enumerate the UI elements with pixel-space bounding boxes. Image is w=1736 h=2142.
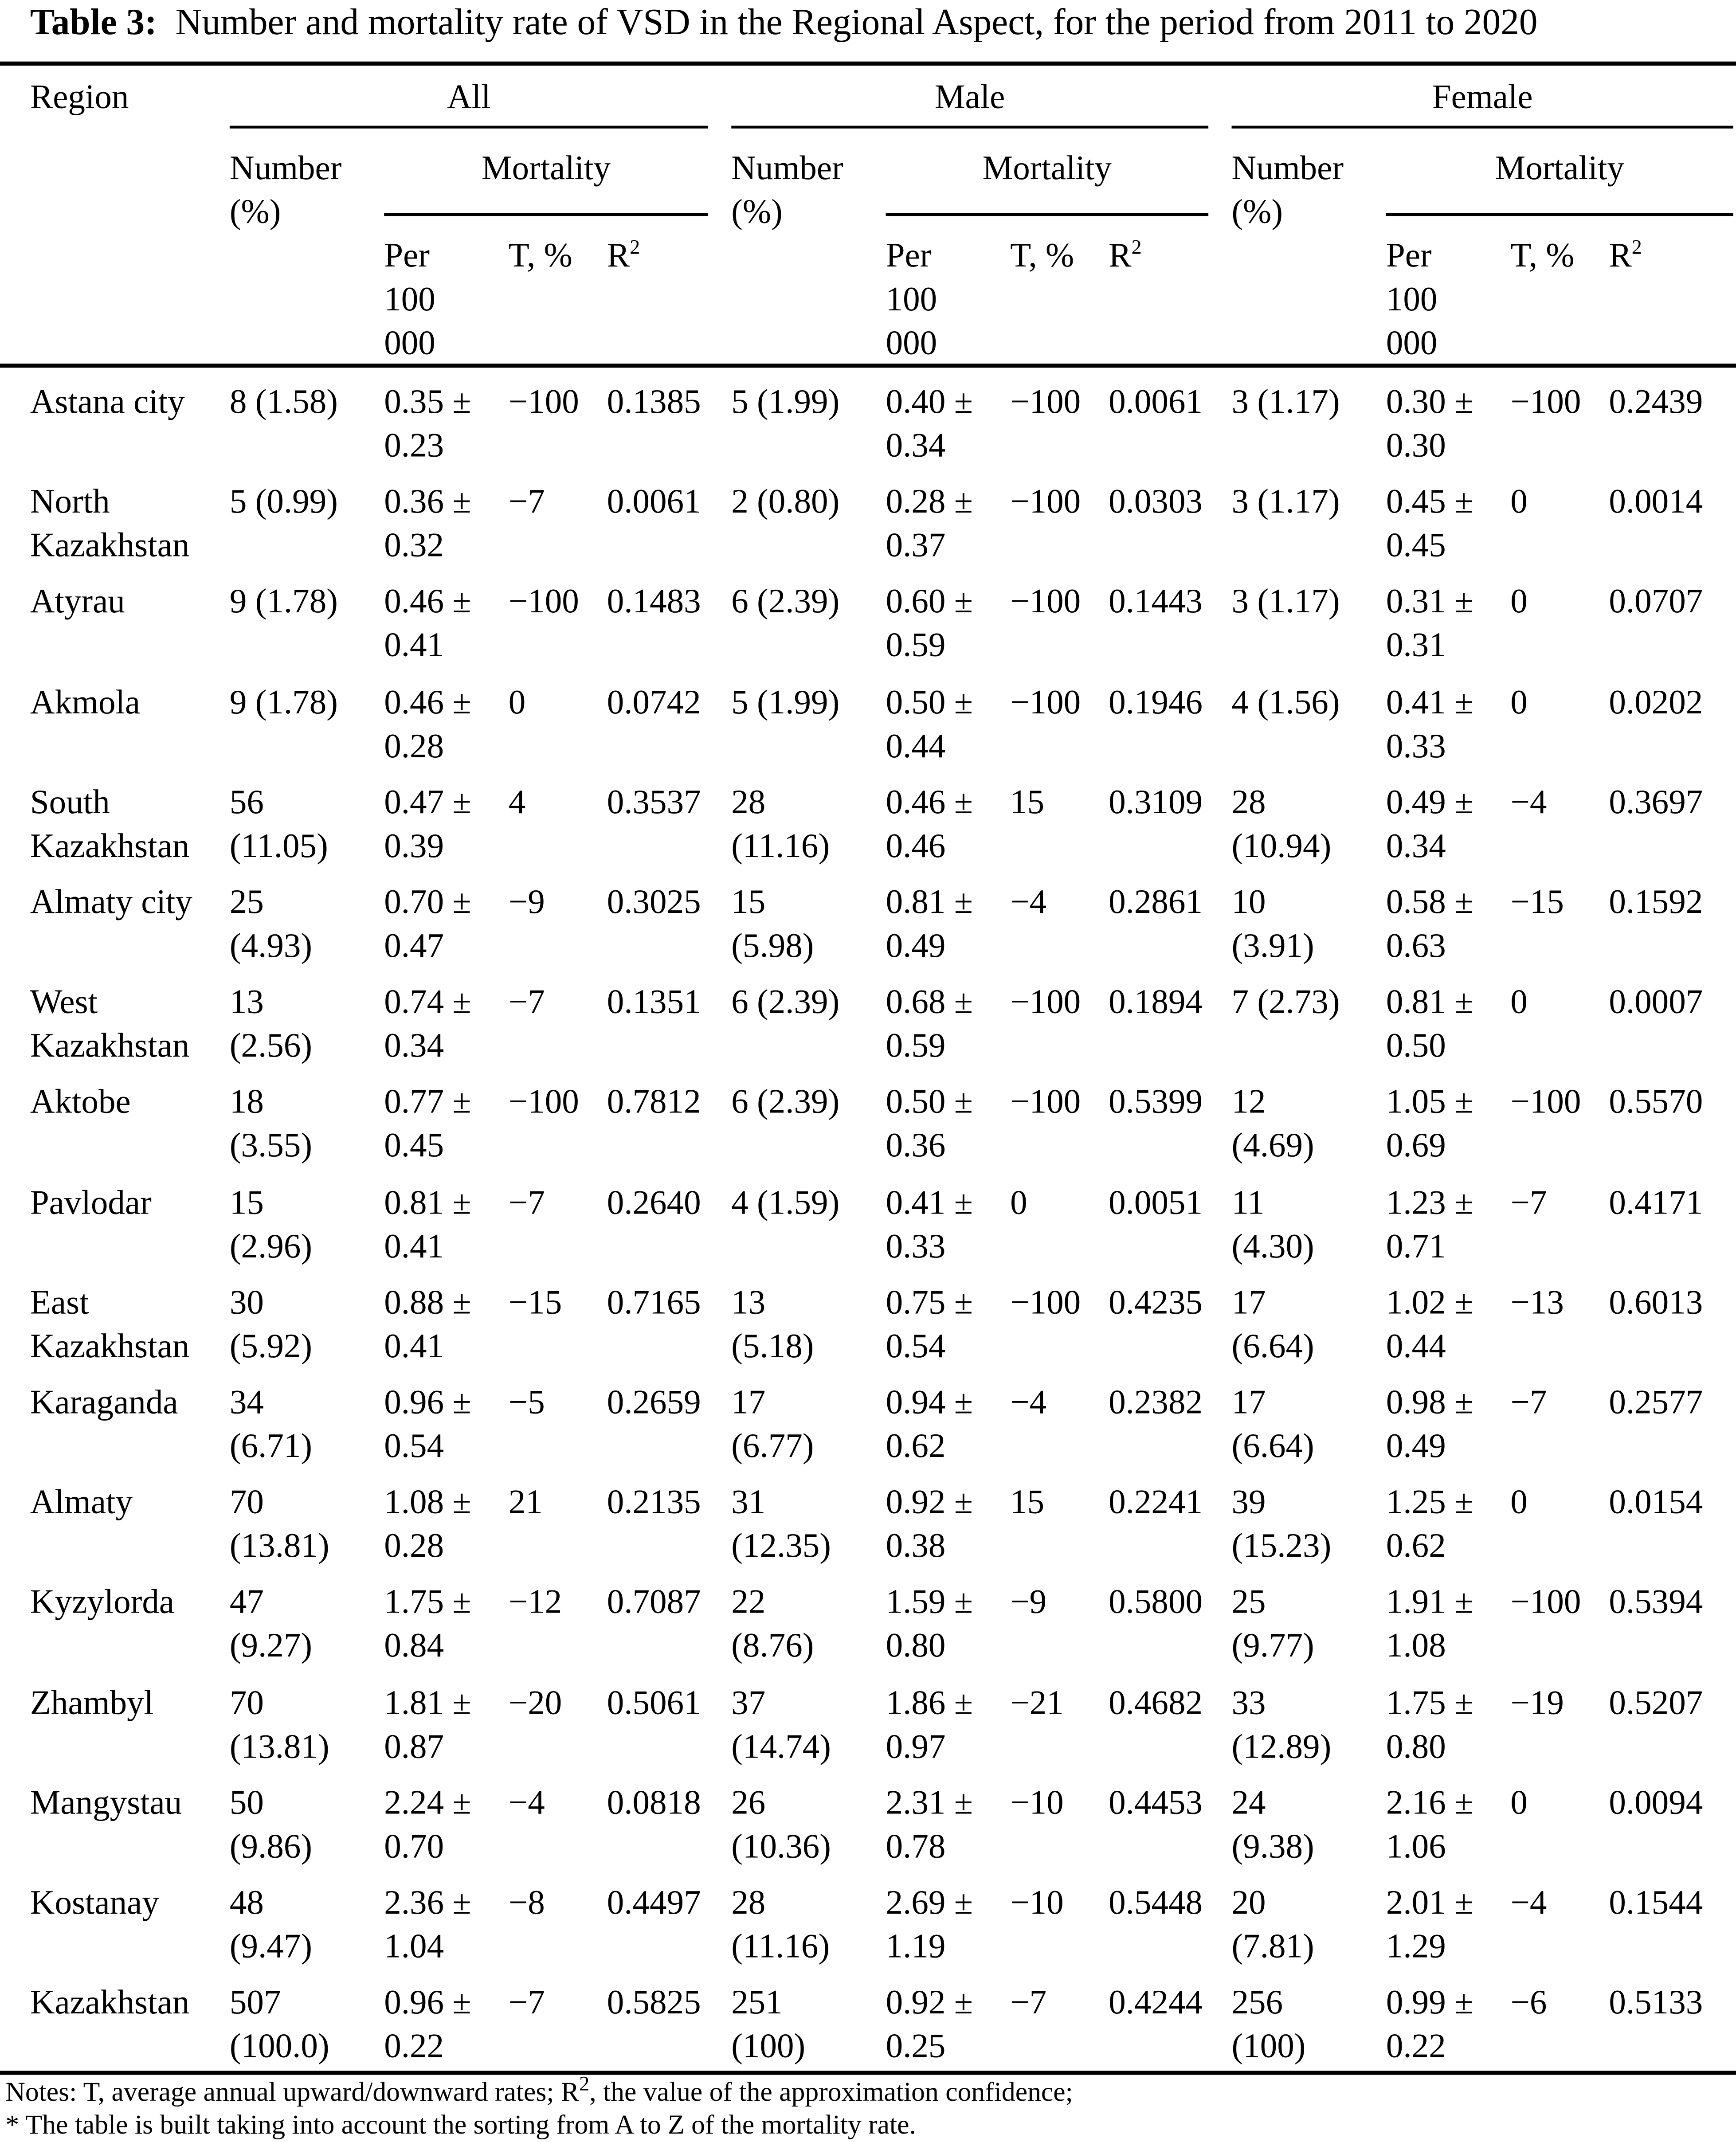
cell-female-r2: 0.5394 bbox=[1609, 1585, 1703, 1622]
table-row bbox=[0, 982, 1736, 1077]
cell-female-number: 17 (6.64) bbox=[1231, 1284, 1314, 1365]
cell-male-t-percent: −100 bbox=[1010, 384, 1081, 421]
cell-female-t-percent: 0 bbox=[1510, 1484, 1528, 1522]
cell-all-r2: 0.2640 bbox=[607, 1184, 701, 1222]
cell-all-t-percent: −12 bbox=[508, 1585, 562, 1622]
cell-all-r2: 0.0742 bbox=[607, 684, 701, 721]
header-mortality-female: Mortality bbox=[1495, 150, 1624, 188]
header-number-all: Number (%) bbox=[229, 150, 342, 231]
cell-all-r2: 0.5061 bbox=[607, 1684, 701, 1722]
cell-region: Astana city bbox=[30, 384, 185, 421]
cell-female-t-percent: 0 bbox=[1510, 684, 1528, 721]
cell-region: Kostanay bbox=[30, 1885, 159, 1922]
table-row bbox=[0, 782, 1736, 877]
cell-female-number: 17 (6.64) bbox=[1231, 1384, 1314, 1465]
table-caption bbox=[30, 0, 1538, 44]
cell-male-mortality-per-100000: 2.69 ± 1.19 bbox=[886, 1885, 973, 1966]
cell-female-r2: 0.0014 bbox=[1609, 484, 1703, 521]
cell-female-r2: 0.0094 bbox=[1609, 1785, 1703, 1822]
cell-region: Kazakhstan bbox=[30, 1985, 190, 2022]
cell-all-r2: 0.3025 bbox=[607, 884, 701, 921]
cell-all-mortality-per-100000: 0.77 ± 0.45 bbox=[384, 1084, 471, 1165]
caption-title: Number and mortality rate of VSD in the Regional Aspect, for the period from 2011 to 2020 bbox=[175, 1, 1538, 43]
cell-all-t-percent: 21 bbox=[508, 1484, 543, 1522]
cell-male-t-percent: −10 bbox=[1010, 1885, 1064, 1922]
cell-male-r2: 0.1443 bbox=[1109, 584, 1203, 621]
cell-male-mortality-per-100000: 0.92 ± 0.38 bbox=[886, 1484, 973, 1566]
cell-male-t-percent: −100 bbox=[1010, 484, 1081, 521]
cell-all-number: 9 (1.78) bbox=[229, 584, 338, 621]
cell-female-mortality-per-100000: 0.31 ± 0.31 bbox=[1386, 584, 1473, 665]
cell-all-mortality-per-100000: 0.81 ± 0.41 bbox=[384, 1184, 471, 1265]
cell-female-mortality-per-100000: 0.81 ± 0.50 bbox=[1386, 984, 1473, 1065]
cell-all-number: 70 (13.81) bbox=[229, 1684, 329, 1766]
cell-all-mortality-per-100000: 2.24 ± 0.70 bbox=[384, 1785, 471, 1866]
cell-male-number: 37 (14.74) bbox=[731, 1684, 831, 1766]
cell-male-t-percent: −100 bbox=[1010, 584, 1081, 621]
cell-male-t-percent: −7 bbox=[1010, 1985, 1047, 2022]
cell-male-number: 6 (2.39) bbox=[731, 1084, 840, 1122]
bottom-rule bbox=[0, 2071, 1736, 2075]
top-rule bbox=[0, 62, 1736, 66]
cell-female-r2: 0.0707 bbox=[1609, 584, 1703, 621]
cell-region: Almaty city bbox=[30, 884, 192, 921]
table-row bbox=[0, 1682, 1736, 1778]
cell-female-number: 3 (1.17) bbox=[1231, 384, 1340, 421]
cell-male-r2: 0.1894 bbox=[1109, 984, 1203, 1022]
cell-male-number: 28 (11.16) bbox=[731, 784, 830, 865]
cell-male-number: 31 (12.35) bbox=[731, 1484, 831, 1566]
cell-all-number: 30 (5.92) bbox=[229, 1284, 313, 1365]
cell-male-mortality-per-100000: 0.94 ± 0.62 bbox=[886, 1384, 973, 1465]
cell-male-mortality-per-100000: 0.46 ± 0.46 bbox=[886, 784, 973, 865]
cell-female-r2: 0.5207 bbox=[1609, 1684, 1703, 1722]
cell-female-t-percent: 0 bbox=[1510, 1785, 1528, 1822]
cell-female-mortality-per-100000: 0.99 ± 0.22 bbox=[1386, 1985, 1473, 2066]
cell-male-r2: 0.1946 bbox=[1109, 684, 1203, 721]
cell-male-t-percent: −100 bbox=[1010, 684, 1081, 721]
cell-all-number: 34 (6.71) bbox=[229, 1384, 313, 1465]
cell-female-mortality-per-100000: 1.05 ± 0.69 bbox=[1386, 1084, 1473, 1165]
cell-female-mortality-per-100000: 1.23 ± 0.71 bbox=[1386, 1184, 1473, 1265]
cell-all-number: 25 (4.93) bbox=[229, 884, 313, 965]
cell-female-r2: 0.6013 bbox=[1609, 1284, 1703, 1322]
header-group-male: Male bbox=[934, 79, 1005, 117]
cell-all-t-percent: −9 bbox=[508, 884, 545, 921]
header-number-male: Number (%) bbox=[731, 150, 843, 231]
cell-all-r2: 0.4497 bbox=[607, 1885, 701, 1922]
cell-all-t-percent: −7 bbox=[508, 1985, 545, 2022]
cell-all-r2: 0.2659 bbox=[607, 1384, 701, 1422]
cell-female-t-percent: −7 bbox=[1510, 1184, 1547, 1222]
cell-male-r2: 0.0303 bbox=[1109, 484, 1203, 521]
cell-male-mortality-per-100000: 0.50 ± 0.36 bbox=[886, 1084, 973, 1165]
cell-female-mortality-per-100000: 0.45 ± 0.45 bbox=[1386, 484, 1473, 565]
cell-female-number: 28 (10.94) bbox=[1231, 784, 1332, 865]
cell-region: South Kazakhstan bbox=[30, 784, 190, 865]
header-per-100000-female: Per 100 000 bbox=[1386, 238, 1438, 362]
cell-female-t-percent: −4 bbox=[1510, 1885, 1547, 1922]
cell-male-number: 5 (1.99) bbox=[731, 384, 840, 421]
cell-male-mortality-per-100000: 0.75 ± 0.54 bbox=[886, 1284, 973, 1365]
header-rule bbox=[0, 364, 1736, 368]
cell-male-t-percent: 0 bbox=[1010, 1184, 1027, 1222]
cell-female-r2: 0.0007 bbox=[1609, 984, 1703, 1022]
cell-male-mortality-per-100000: 1.86 ± 0.97 bbox=[886, 1684, 973, 1766]
cell-all-r2: 0.3537 bbox=[607, 784, 701, 822]
cell-all-number: 47 (9.27) bbox=[229, 1585, 313, 1665]
group-rule-male bbox=[731, 126, 1208, 129]
header-region: Region bbox=[30, 79, 129, 117]
cell-female-number: 24 (9.38) bbox=[1231, 1785, 1314, 1866]
cell-region: Akmola bbox=[30, 684, 141, 721]
cell-all-number: 48 (9.47) bbox=[229, 1885, 313, 1966]
cell-female-t-percent: −15 bbox=[1510, 884, 1564, 921]
cell-all-mortality-per-100000: 0.74 ± 0.34 bbox=[384, 984, 471, 1065]
cell-male-r2: 0.2382 bbox=[1109, 1384, 1203, 1422]
cell-all-t-percent: −100 bbox=[508, 384, 579, 421]
table-row bbox=[0, 581, 1736, 677]
table-row bbox=[0, 1182, 1736, 1277]
cell-male-r2: 0.4235 bbox=[1109, 1284, 1203, 1322]
cell-female-t-percent: −6 bbox=[1510, 1985, 1547, 2022]
cell-female-mortality-per-100000: 2.16 ± 1.06 bbox=[1386, 1785, 1473, 1866]
cell-female-t-percent: 0 bbox=[1510, 484, 1528, 521]
cell-male-t-percent: −9 bbox=[1010, 1585, 1047, 1622]
cell-female-t-percent: −19 bbox=[1510, 1684, 1564, 1722]
cell-all-t-percent: −7 bbox=[508, 984, 545, 1022]
cell-male-number: 15 (5.98) bbox=[731, 884, 814, 965]
notes-line-1: Notes: T, average annual upward/downward rates; $R^2$, the value of the approximation confidence; bbox=[5, 2074, 1073, 2108]
cell-male-r2: 0.3109 bbox=[1109, 784, 1203, 822]
table-row bbox=[0, 1382, 1736, 1478]
cell-all-number: 5 (0.99) bbox=[229, 484, 338, 521]
cell-male-number: 5 (1.99) bbox=[731, 684, 840, 721]
cell-male-number: 6 (2.39) bbox=[731, 584, 840, 621]
cell-all-r2: 0.7812 bbox=[607, 1084, 701, 1122]
cell-male-number: 13 (5.18) bbox=[731, 1284, 814, 1365]
cell-female-number: 20 (7.81) bbox=[1231, 1885, 1314, 1966]
cell-region: West Kazakhstan bbox=[30, 984, 190, 1065]
cell-male-t-percent: −100 bbox=[1010, 1284, 1081, 1322]
cell-male-t-percent: −10 bbox=[1010, 1785, 1064, 1822]
header-mortality-male: Mortality bbox=[982, 150, 1112, 188]
cell-male-mortality-per-100000: 0.81 ± 0.49 bbox=[886, 884, 973, 965]
table-row bbox=[0, 1782, 1736, 1878]
cell-all-number: 8 (1.58) bbox=[229, 384, 338, 421]
table-row bbox=[0, 381, 1736, 477]
cell-female-r2: 0.3697 bbox=[1609, 784, 1703, 822]
cell-all-number: 56 (11.05) bbox=[229, 784, 328, 865]
cell-all-r2: 0.7165 bbox=[607, 1284, 701, 1322]
cell-female-t-percent: −100 bbox=[1510, 1084, 1581, 1122]
cell-female-mortality-per-100000: 2.01 ± 1.29 bbox=[1386, 1885, 1473, 1966]
cell-female-r2: 0.2439 bbox=[1609, 384, 1703, 421]
cell-all-number: 13 (2.56) bbox=[229, 984, 313, 1065]
cell-all-r2: 0.2135 bbox=[607, 1484, 701, 1522]
cell-all-mortality-per-100000: 0.96 ± 0.22 bbox=[384, 1985, 471, 2066]
cell-region: North Kazakhstan bbox=[30, 484, 190, 565]
cell-all-t-percent: −100 bbox=[508, 584, 579, 621]
group-rule-female bbox=[1232, 126, 1733, 129]
cell-male-r2: 0.4453 bbox=[1109, 1785, 1203, 1822]
cell-female-t-percent: 0 bbox=[1510, 584, 1528, 621]
cell-all-mortality-per-100000: 1.81 ± 0.87 bbox=[384, 1684, 471, 1766]
cell-all-mortality-per-100000: 0.46 ± 0.28 bbox=[384, 684, 471, 765]
cell-all-number: 18 (3.55) bbox=[229, 1084, 313, 1165]
cell-all-mortality-per-100000: 0.88 ± 0.41 bbox=[384, 1284, 471, 1365]
cell-male-mortality-per-100000: 0.60 ± 0.59 bbox=[886, 584, 973, 665]
cell-male-r2: 0.5448 bbox=[1109, 1885, 1203, 1922]
table-row bbox=[0, 681, 1736, 777]
header-t-all: T, % bbox=[508, 238, 572, 275]
cell-all-t-percent: −5 bbox=[508, 1384, 545, 1422]
cell-region: Kyzylorda bbox=[30, 1585, 175, 1622]
table-row bbox=[0, 482, 1736, 577]
cell-all-mortality-per-100000: 0.35 ± 0.23 bbox=[384, 384, 471, 465]
cell-female-mortality-per-100000: 0.58 ± 0.63 bbox=[1386, 884, 1473, 965]
cell-male-t-percent: 15 bbox=[1010, 1484, 1045, 1522]
cell-all-mortality-per-100000: 0.36 ± 0.32 bbox=[384, 484, 471, 565]
cell-all-number: 50 (9.86) bbox=[229, 1785, 313, 1866]
cell-all-t-percent: 4 bbox=[508, 784, 526, 822]
group-rule-all bbox=[230, 126, 708, 129]
cell-female-number: 7 (2.73) bbox=[1231, 984, 1340, 1022]
cell-region: Aktobe bbox=[30, 1084, 131, 1122]
cell-all-mortality-per-100000: 0.70 ± 0.47 bbox=[384, 884, 471, 965]
cell-all-t-percent: −7 bbox=[508, 1184, 545, 1222]
cell-male-mortality-per-100000: 1.59 ± 0.80 bbox=[886, 1585, 973, 1665]
cell-male-t-percent: −4 bbox=[1010, 884, 1047, 921]
cell-region: Zhambyl bbox=[30, 1684, 154, 1722]
cell-female-number: 25 (9.77) bbox=[1231, 1585, 1314, 1665]
header-group-all: All bbox=[447, 79, 491, 117]
header-r2-all: $R^2$ bbox=[607, 237, 640, 275]
header-per-100000-male: Per 100 000 bbox=[886, 238, 937, 362]
mortality-rule-female bbox=[1386, 213, 1733, 216]
cell-male-number: 26 (10.36) bbox=[731, 1785, 831, 1866]
cell-all-r2: 0.0818 bbox=[607, 1785, 701, 1822]
cell-male-number: 2 (0.80) bbox=[731, 484, 840, 521]
header-mortality-all: Mortality bbox=[481, 150, 611, 188]
cell-male-r2: 0.5800 bbox=[1109, 1585, 1203, 1622]
cell-male-mortality-per-100000: 0.68 ± 0.59 bbox=[886, 984, 973, 1065]
table-row bbox=[0, 1882, 1736, 1978]
cell-male-r2: 0.2241 bbox=[1109, 1484, 1203, 1522]
cell-female-number: 12 (4.69) bbox=[1231, 1084, 1314, 1165]
cell-female-r2: 0.0154 bbox=[1609, 1484, 1703, 1522]
cell-all-r2: 0.1351 bbox=[607, 984, 701, 1022]
cell-female-r2: 0.1544 bbox=[1609, 1885, 1703, 1922]
header-group-female: Female bbox=[1432, 79, 1533, 117]
cell-all-r2: 0.1385 bbox=[607, 384, 701, 421]
cell-male-number: 4 (1.59) bbox=[731, 1184, 840, 1222]
cell-all-t-percent: −4 bbox=[508, 1785, 545, 1822]
cell-female-mortality-per-100000: 0.41 ± 0.33 bbox=[1386, 684, 1473, 765]
cell-female-t-percent: −13 bbox=[1510, 1284, 1564, 1322]
cell-female-r2: 0.4171 bbox=[1609, 1184, 1703, 1222]
cell-all-t-percent: −8 bbox=[508, 1885, 545, 1922]
cell-region: Pavlodar bbox=[30, 1184, 152, 1222]
cell-female-mortality-per-100000: 0.98 ± 0.49 bbox=[1386, 1384, 1473, 1465]
cell-all-number: 70 (13.81) bbox=[229, 1484, 329, 1566]
cell-male-t-percent: −21 bbox=[1010, 1684, 1064, 1722]
cell-all-mortality-per-100000: 0.46 ± 0.41 bbox=[384, 584, 471, 665]
cell-male-t-percent: −100 bbox=[1010, 984, 1081, 1022]
cell-female-mortality-per-100000: 0.49 ± 0.34 bbox=[1386, 784, 1473, 865]
cell-female-number: 10 (3.91) bbox=[1231, 884, 1314, 965]
notes-line-2: * The table is built taking into account the sorting from A to Z of the mortality rate. bbox=[5, 2110, 916, 2141]
table-row bbox=[0, 1582, 1736, 1678]
cell-female-t-percent: 0 bbox=[1510, 984, 1528, 1022]
cell-male-r2: 0.0061 bbox=[1109, 384, 1203, 421]
table-row bbox=[0, 1982, 1736, 2078]
cell-all-mortality-per-100000: 0.96 ± 0.54 bbox=[384, 1384, 471, 1465]
cell-male-number: 251 (100) bbox=[731, 1985, 806, 2066]
cell-male-mortality-per-100000: 0.28 ± 0.37 bbox=[886, 484, 973, 565]
cell-male-number: 6 (2.39) bbox=[731, 984, 840, 1022]
cell-all-number: 9 (1.78) bbox=[229, 684, 338, 721]
mortality-rule-male bbox=[886, 213, 1209, 216]
cell-male-mortality-per-100000: 0.40 ± 0.34 bbox=[886, 384, 973, 465]
cell-female-r2: 0.5133 bbox=[1609, 1985, 1703, 2022]
cell-male-t-percent: −100 bbox=[1010, 1084, 1081, 1122]
cell-all-mortality-per-100000: 1.08 ± 0.28 bbox=[384, 1484, 471, 1566]
mortality-rule-all bbox=[384, 213, 708, 216]
cell-all-t-percent: −20 bbox=[508, 1684, 562, 1722]
table-row bbox=[0, 881, 1736, 977]
cell-female-mortality-per-100000: 1.25 ± 0.62 bbox=[1386, 1484, 1473, 1566]
cell-female-r2: 0.2577 bbox=[1609, 1384, 1703, 1422]
table-row bbox=[0, 1082, 1736, 1178]
cell-female-mortality-per-100000: 0.30 ± 0.30 bbox=[1386, 384, 1473, 465]
cell-region: Atyrau bbox=[30, 584, 125, 621]
cell-region: Karaganda bbox=[30, 1384, 178, 1422]
header-r2-male: $R^2$ bbox=[1109, 237, 1142, 275]
cell-female-number: 33 (12.89) bbox=[1231, 1684, 1332, 1766]
cell-all-r2: 0.7087 bbox=[607, 1585, 701, 1622]
header-t-female: T, % bbox=[1510, 238, 1575, 275]
cell-all-t-percent: −15 bbox=[508, 1284, 562, 1322]
cell-male-r2: 0.0051 bbox=[1109, 1184, 1203, 1222]
cell-female-number: 11 (4.30) bbox=[1231, 1184, 1314, 1265]
cell-all-t-percent: −100 bbox=[508, 1084, 579, 1122]
cell-male-t-percent: 15 bbox=[1010, 784, 1045, 822]
cell-all-r2: 0.5825 bbox=[607, 1985, 701, 2022]
header-r2-female: $R^2$ bbox=[1609, 237, 1642, 275]
cell-region: Almaty bbox=[30, 1484, 133, 1522]
cell-male-number: 17 (6.77) bbox=[731, 1384, 814, 1465]
table-row bbox=[0, 1482, 1736, 1578]
cell-female-number: 3 (1.17) bbox=[1231, 484, 1340, 521]
cell-all-r2: 0.0061 bbox=[607, 484, 701, 521]
cell-region: Mangystau bbox=[30, 1785, 182, 1822]
cell-all-mortality-per-100000: 2.36 ± 1.04 bbox=[384, 1885, 471, 1966]
cell-female-t-percent: −100 bbox=[1510, 1585, 1581, 1622]
cell-all-number: 15 (2.96) bbox=[229, 1184, 313, 1265]
cell-female-r2: 0.0202 bbox=[1609, 684, 1703, 721]
cell-female-t-percent: −7 bbox=[1510, 1384, 1547, 1422]
cell-all-number: 507 (100.0) bbox=[229, 1985, 329, 2066]
caption-label: Table 3: bbox=[30, 1, 157, 43]
cell-male-number: 28 (11.16) bbox=[731, 1885, 830, 1966]
header-t-male: T, % bbox=[1010, 238, 1074, 275]
cell-female-t-percent: −4 bbox=[1510, 784, 1547, 822]
cell-all-t-percent: 0 bbox=[508, 684, 526, 721]
cell-all-t-percent: −7 bbox=[508, 484, 545, 521]
cell-all-r2: 0.1483 bbox=[607, 584, 701, 621]
cell-male-mortality-per-100000: 0.50 ± 0.44 bbox=[886, 684, 973, 765]
cell-male-number: 22 (8.76) bbox=[731, 1585, 814, 1665]
table-row bbox=[0, 1282, 1736, 1378]
cell-female-mortality-per-100000: 1.02 ± 0.44 bbox=[1386, 1284, 1473, 1365]
cell-female-number: 39 (15.23) bbox=[1231, 1484, 1332, 1566]
cell-male-r2: 0.2861 bbox=[1109, 884, 1203, 921]
cell-female-mortality-per-100000: 1.91 ± 1.08 bbox=[1386, 1585, 1473, 1665]
cell-male-mortality-per-100000: 0.41 ± 0.33 bbox=[886, 1184, 973, 1265]
cell-all-mortality-per-100000: 1.75 ± 0.84 bbox=[384, 1585, 471, 1665]
cell-all-mortality-per-100000: 0.47 ± 0.39 bbox=[384, 784, 471, 865]
cell-male-mortality-per-100000: 0.92 ± 0.25 bbox=[886, 1985, 973, 2066]
cell-female-r2: 0.1592 bbox=[1609, 884, 1703, 921]
header-per-100000-all: Per 100 000 bbox=[384, 238, 435, 362]
cell-female-r2: 0.5570 bbox=[1609, 1084, 1703, 1122]
cell-female-mortality-per-100000: 1.75 ± 0.80 bbox=[1386, 1684, 1473, 1766]
cell-male-r2: 0.5399 bbox=[1109, 1084, 1203, 1122]
cell-male-r2: 0.4682 bbox=[1109, 1684, 1203, 1722]
cell-male-mortality-per-100000: 2.31 ± 0.78 bbox=[886, 1785, 973, 1866]
cell-female-t-percent: −100 bbox=[1510, 384, 1581, 421]
cell-male-t-percent: −4 bbox=[1010, 1384, 1047, 1422]
cell-male-r2: 0.4244 bbox=[1109, 1985, 1203, 2022]
cell-region: East Kazakhstan bbox=[30, 1284, 190, 1365]
cell-female-number: 3 (1.17) bbox=[1231, 584, 1340, 621]
cell-female-number: 256 (100) bbox=[1231, 1985, 1306, 2066]
header-number-female: Number (%) bbox=[1231, 150, 1344, 231]
cell-female-number: 4 (1.56) bbox=[1231, 684, 1340, 721]
